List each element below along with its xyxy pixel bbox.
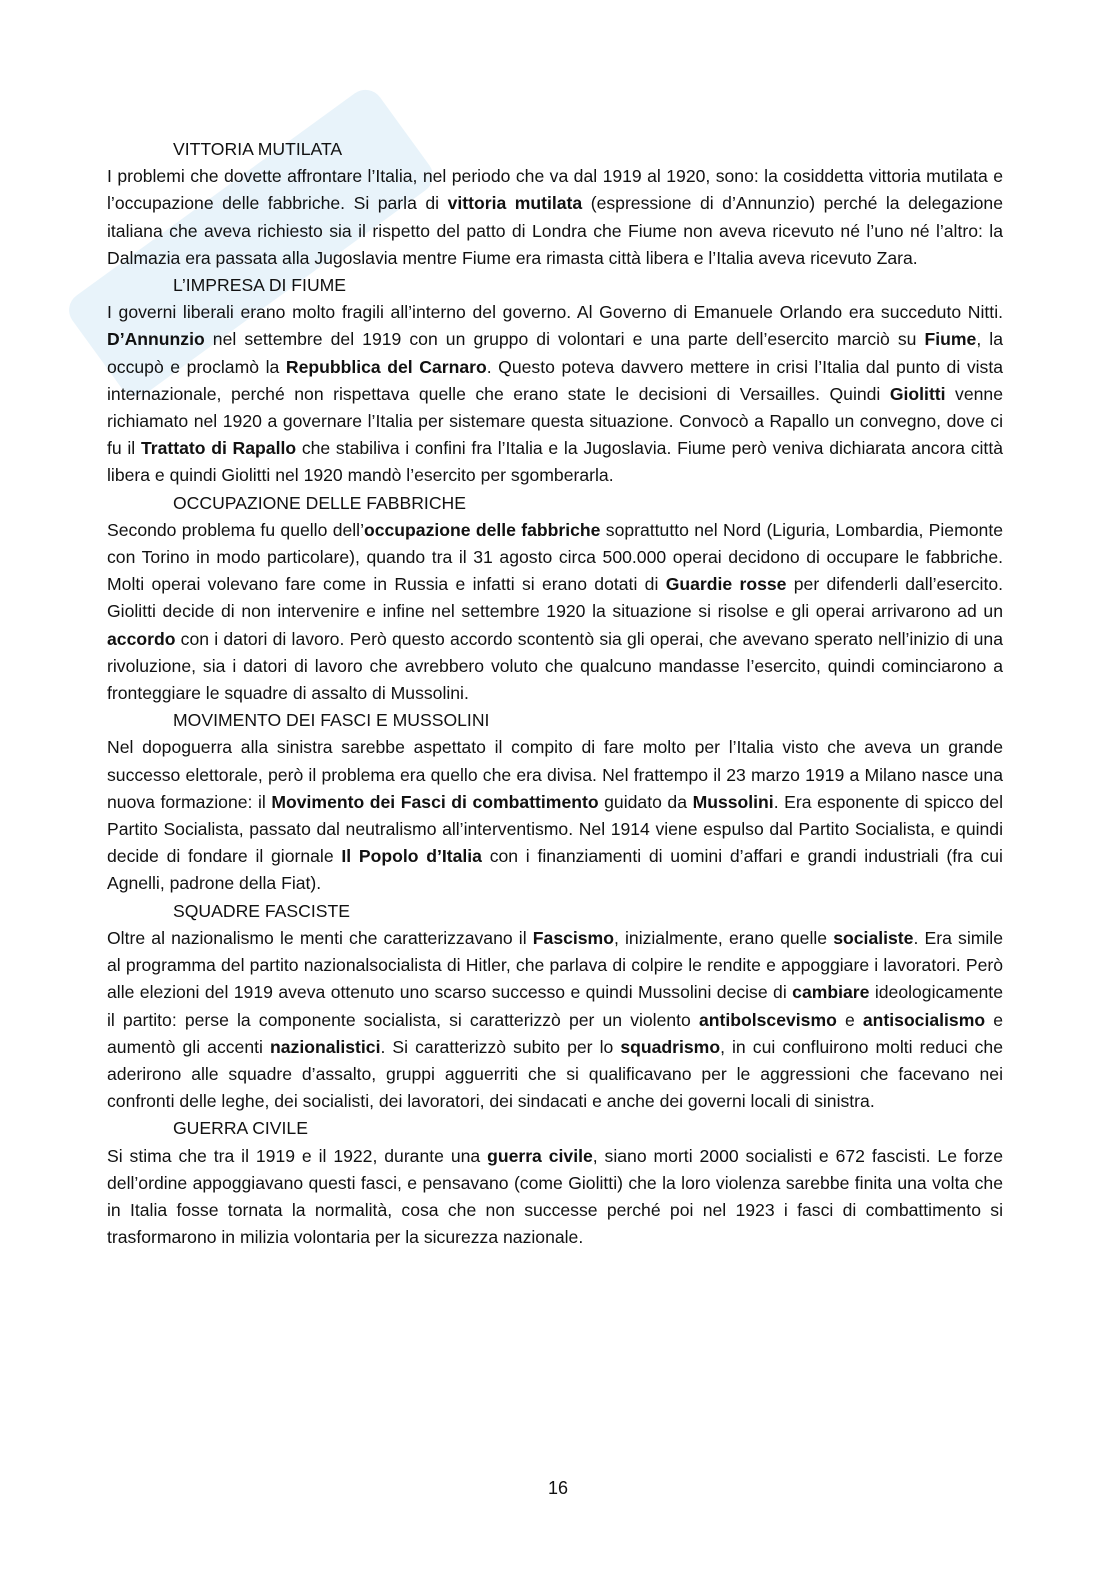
section-paragraph <box>107 299 1003 489</box>
text-run: Oltre al nazionalismo le menti che caratterizzavano il <box>107 927 533 948</box>
bold-term: Guardie rosse <box>665 574 787 595</box>
text-run: . Questo poteva davvero mettere in crisi l’Italia dal punto di vista internazionale, perché non rispettava quelle che erano state le decisioni di Versailles. Quindi <box>107 356 1004 404</box>
text-run: per difenderli dall’esercito. Giolitti decide di non intervenire e infine nel settembre 1920 la situazione si risolse e gli operai arrivarono ad un <box>107 574 1004 622</box>
bold-term: Fiume <box>924 329 977 350</box>
text-run: soprattutto nel Nord (Liguria, Lombardia, Piemonte con Torino in modo particolare), quando tra il 31 agosto circa 500.000 operai decidono di occupare le fabbriche. Molti operai volevano fare come in Russia e infatti si erano dotati di <box>107 519 1003 595</box>
bold-term: antisocialismo <box>862 1009 986 1030</box>
text-run: , siano morti 2000 socialisti e 672 fascisti. Le forze dell’ordine appoggiavano questi fasci, e pensavano (come Giolitti) che la loro violenza sarebbe finita una volta che in Italia fosse tornata la normalità, cosa che non successe perché poi nel 1923 i fasci di combattimento si trasformarono in milizia volontaria per la sicurezza nazionale. <box>107 1145 1003 1248</box>
section-heading: GUERRA CIVILE <box>173 1118 308 1139</box>
bold-term: socialiste <box>833 927 914 948</box>
text-run: ideologicamente il partito: perse la componente socialista, si caratterizzò per un violento <box>107 982 1003 1030</box>
text-run: Secondo problema fu quello dell’ <box>107 519 364 540</box>
section-paragraph <box>107 163 1003 272</box>
text-run: I governi liberali erano molto fragili all’interno del governo. Al Governo di Emanuele Orlando era succeduto Nitti. <box>107 302 1003 323</box>
bold-term: D’Annunzio <box>107 329 205 350</box>
text-run: che stabiliva i confini fra l’Italia e la Jugoslavia. Fiume però veniva dichiarata ancora città libera e quindi Giolitti nel 1920 mandò l’esercito per sgomberarla. <box>107 438 1003 486</box>
section-paragraph <box>107 734 1003 897</box>
section-paragraph <box>107 1143 1003 1252</box>
bold-term: Il Popolo d’Italia <box>341 846 482 867</box>
text-run: . Era esponente di spicco del Partito Socialista, passato dal neutralismo all’interventismo. Nel 1914 viene espulso dal Partito Socialista, e quindi decide di fondare il giornale <box>107 791 1003 867</box>
text-run: e <box>836 1009 863 1030</box>
bold-term: vittoria mutilata <box>447 193 583 214</box>
section-heading: OCCUPAZIONE DELLE FABBRICHE <box>173 492 466 513</box>
text-run: con i datori di lavoro. Però questo accordo scontentò sia gli operai, che avevano sperato nell’inizio di una rivoluzione, sia i datori di lavoro che avrebbero voluto che qualcuno mandasse l’esercito, quindi cominciarono a fronteggiare le squadre di assalto di Mussolini. <box>107 628 1003 704</box>
text-run: Si stima che tra il 1919 e il 1922, durante una <box>107 1145 488 1166</box>
bold-term: nazionalistici <box>269 1036 381 1057</box>
text-run: . Era simile al programma del partito nazionalsocialista di Hitler, che parlava di colpire le rendite e appoggiare i lavoratori. Però alle elezioni del 1919 aveva ottenuto uno scarso successo e quindi Mussolini decise di <box>107 927 1003 1003</box>
section-paragraph <box>107 925 1003 1115</box>
text-run: , in cui confluirono molti reduci che aderirono alle squadre d’assalto, gruppi agguerriti che si qualificavano per le aggressioni che facevano nei confronti delle leghe, dei socialisti, dei lavoratori, dei sindacati e anche dei governi locali di sinistra. <box>107 1036 1003 1112</box>
bold-term: Trattato di Rapallo <box>140 438 297 459</box>
text-run: , inizialmente, erano quelle <box>613 927 834 948</box>
document-body <box>107 136 1003 1251</box>
text-run: (espressione di d’Annunzio) perché la delegazione italiana che aveva richiesto sia il rispetto del patto di Londra che Fiume non aveva ricevuto né l’uno né l’altro: la Dalmazia era passata alla Jugoslavia mentre Fiume era rimasta città libera e l’Italia aveva ricevuto Zara. <box>107 193 1003 268</box>
bold-term: antibolscevismo <box>698 1009 837 1030</box>
bold-term: Fascismo <box>532 927 614 948</box>
bold-term: accordo <box>107 628 176 649</box>
section-heading: MOVIMENTO DEI FASCI E MUSSOLINI <box>173 710 490 731</box>
text-run: Nel dopoguerra alla sinistra sarebbe aspettato il compito di fare molto per l’Italia visto che aveva un grande successo elettorale, però il problema era quello che era divisa. Nel frattempo il 23 marzo 1919 a Milano nasce una nuova formazione: il <box>107 737 1003 812</box>
bold-term: occupazione delle fabbriche <box>363 519 601 540</box>
bold-term: Mussolini <box>692 791 774 812</box>
page-number: 16 <box>547 1478 569 1498</box>
text-run: e aumentò gli accenti <box>107 1009 1004 1057</box>
text-run: I problemi che dovette affrontare l’Italia, nel periodo che va dal 1919 al 1920, sono: la cosiddetta vittoria mutilata e l’occupazione delle fabbriche. Si parla di <box>107 166 1003 214</box>
text-run: nel settembre del 1919 con un gruppo di volontari e una parte dell’esercito marciò su <box>204 329 925 350</box>
bold-term: guerra civile <box>487 1145 593 1166</box>
section-heading: L’IMPRESA DI FIUME <box>173 275 347 296</box>
bold-term: Repubblica del Carnaro <box>285 356 487 377</box>
bold-term: squadrismo <box>620 1036 721 1057</box>
text-run: , la occupò e proclamò la <box>107 329 1003 377</box>
text-run: con i finanziamenti di uomini d’affari e grandi industriali (fra cui Agnelli, padrone della Fiat). <box>107 846 1003 894</box>
bold-term: Giolitti <box>889 383 946 404</box>
section-paragraph <box>107 517 1003 707</box>
section-heading: VITTORIA MUTILATA <box>173 139 343 159</box>
bold-term: Movimento dei Fasci di combattimento <box>271 791 599 812</box>
text-run: . Si caratterizzò subito per lo <box>380 1036 621 1057</box>
text-run: venne richiamato nel 1920 a governare l’Italia per sistemare questa situazione. Convocò a Rapallo un convegno, dove ci fu il <box>107 383 1003 459</box>
section-heading: SQUADRE FASCISTE <box>173 900 350 921</box>
text-run: guidato da <box>598 791 693 812</box>
bold-term: cambiare <box>792 982 870 1003</box>
